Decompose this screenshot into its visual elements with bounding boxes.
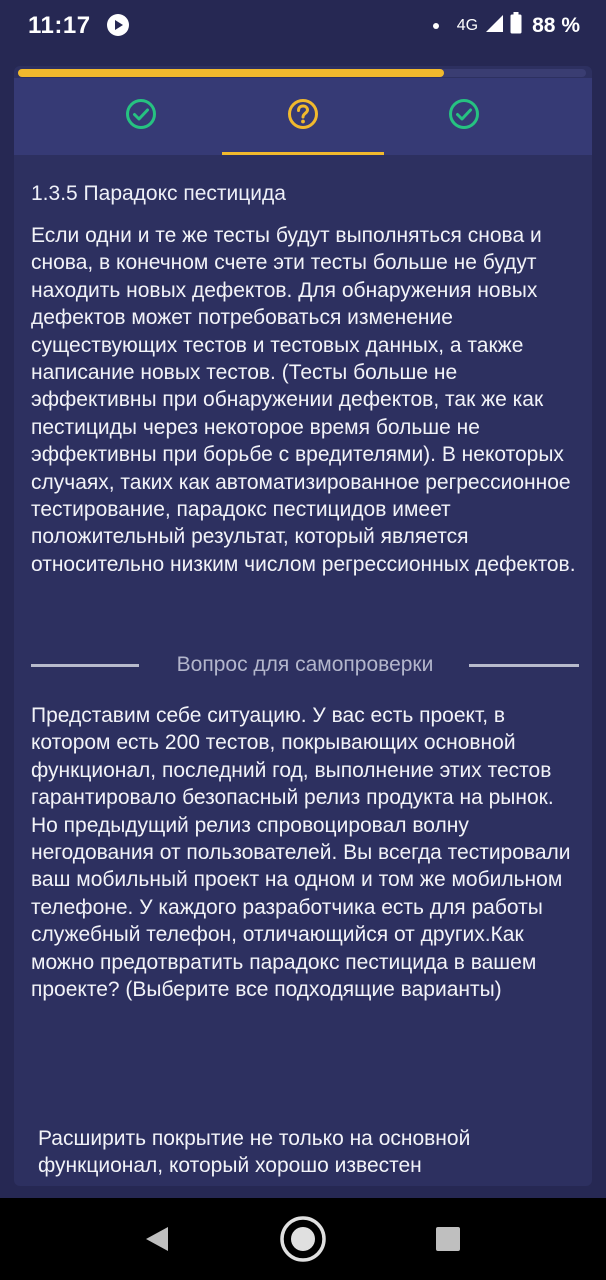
battery-level: 88 % xyxy=(532,14,580,37)
lesson-progress-bar xyxy=(18,69,586,77)
check-circle-icon xyxy=(125,98,157,135)
tab-step-2[interactable] xyxy=(222,78,384,155)
divider-line-right xyxy=(469,664,579,667)
status-indicators xyxy=(433,13,580,39)
media-play-icon xyxy=(107,14,129,36)
back-triangle-icon xyxy=(144,1225,170,1253)
status-time: 11:17 xyxy=(28,12,91,39)
step-tabs xyxy=(14,78,592,155)
tab-step-1[interactable] xyxy=(60,78,222,155)
self-check-divider xyxy=(31,650,579,680)
lesson-body: Если одни и те же тесты будут выполняться снова и снова, в конечном счете эти тесты больше не будут находить новых дефектов. Для обнаружения новых дефектов может потребоваться изменение существующих тестов и тестовых данных, а также написание новых тестов. (Тесты больше не эффективны при обнаружении дефектов, так же как пестициды через некоторое время больше не эффективны при борьбе с вредителями). В некоторых случаях, таких как автоматизированное регрессионное тестирование, парадокс пестицидов имеет положительный результат, который является относительно низким числом регрессионных дефектов. xyxy=(31,224,576,576)
lesson-content xyxy=(31,180,579,1002)
check-circle-icon xyxy=(448,98,480,135)
network-type: 4G xyxy=(456,17,479,34)
question-circle-icon xyxy=(287,98,319,135)
home-circle-icon xyxy=(279,1215,327,1263)
notification-dot-icon xyxy=(433,23,439,29)
self-check-label: Вопрос для самопроверки xyxy=(176,653,434,676)
answer-option[interactable]: Расширить покрытие не только на основной функционал, который хорошо известен xyxy=(38,1127,471,1178)
recents-square-icon xyxy=(435,1226,461,1252)
status-bar xyxy=(0,0,606,52)
self-check-question: Представим себе ситуацию. У вас есть проект, в котором есть 200 тестов, покрывающих основной функционал, последний год, выполнение этих тестов гарантировало безопасный релиз продукта на рынок. Но предыдущий релиз спровоцировал волну негодования от пользователей. Вы всегда тестировали ваш мобильный проект на одном и том же мобильном телефоне. У каждого разработчика есть для работы служебный телефон, отличающийся от других.Как можно предотвратить парадокс пестицида в вашем проекте? (Выберите все подходящие варианты) xyxy=(31,704,571,1002)
battery-icon xyxy=(510,12,522,40)
tab-step-3[interactable] xyxy=(383,78,545,155)
home-button[interactable] xyxy=(278,1216,328,1262)
recents-button[interactable] xyxy=(423,1216,473,1262)
lesson-progress-fill xyxy=(18,69,444,77)
back-button[interactable] xyxy=(132,1216,182,1262)
signal-icon xyxy=(484,13,504,39)
lesson-title: 1.3.5 Парадокс пестицида xyxy=(31,182,286,205)
active-tab-indicator xyxy=(222,152,384,155)
system-nav-bar xyxy=(0,1198,606,1280)
